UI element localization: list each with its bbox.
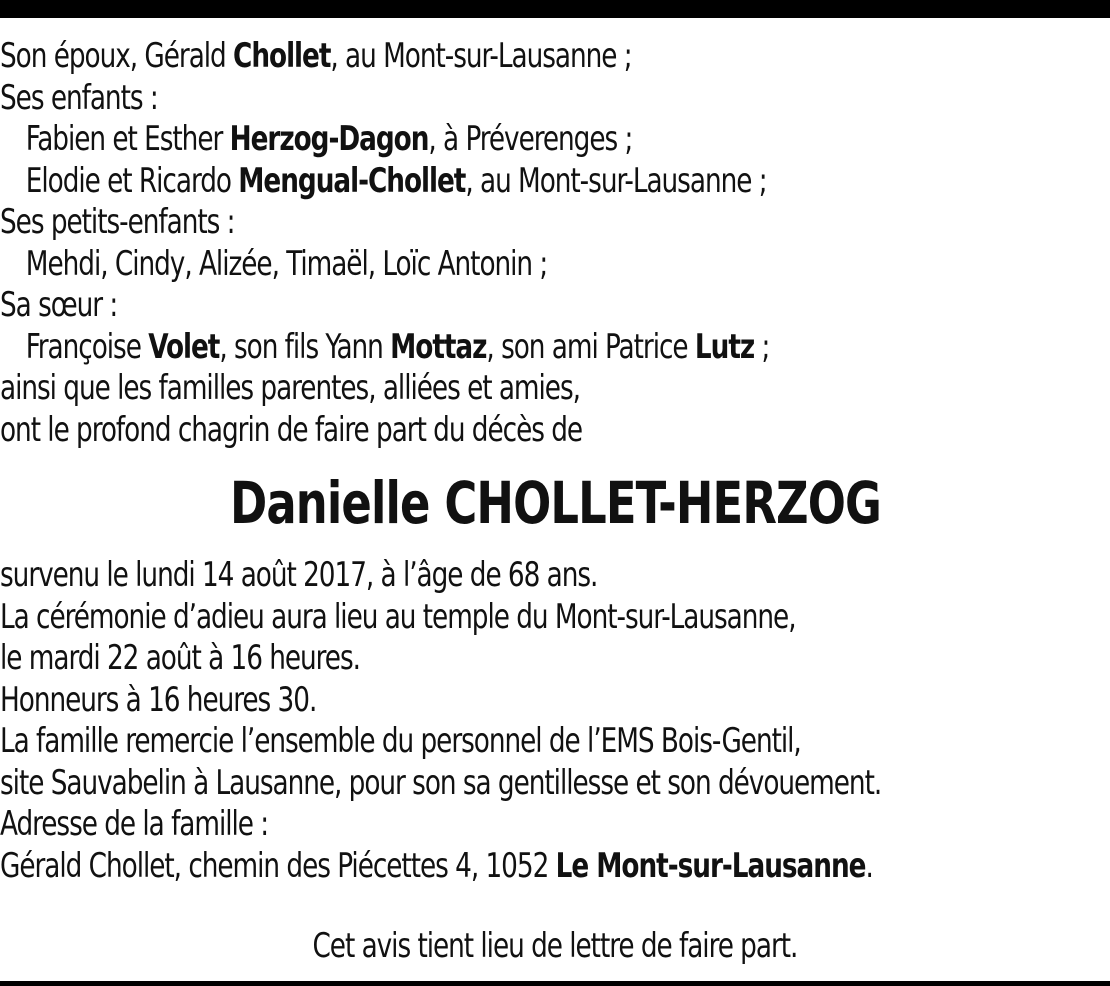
grandchildren-line: Mehdi, Cindy, Alizée, Timaël, Loïc Antonin ; [25, 243, 548, 284]
bottom-rule [0, 981, 1110, 986]
detail-line: survenu le lundi 14 août 2017, à l’âge de 68 ans. [0, 555, 598, 595]
detail-line: Honneurs à 16 heures 30. [0, 679, 317, 720]
friend-surname: Lutz [694, 326, 755, 367]
sister-text: ; [754, 326, 770, 367]
spouse-prefix: Son époux, Gérald [0, 36, 234, 76]
relatives-line: ainsi que les familles parentes, alliées et amies, [0, 368, 580, 408]
child-line [0, 161, 955, 203]
detail-line: Adresse de la famille : [0, 804, 269, 844]
top-rule [0, 0, 1110, 18]
deceased-name-block [0, 468, 1110, 538]
address-suffix: . [865, 845, 873, 886]
address-line [0, 846, 955, 888]
spouse-surname: Chollet [233, 36, 331, 76]
closing-block [0, 926, 1110, 967]
child-surname: Herzog-Dagon [229, 119, 429, 159]
sister-heading: Sa sœur : [0, 285, 118, 325]
grandchildren-heading: Ses petits-enfants : [0, 202, 235, 242]
detail-line: La famille remercie l’ensemble du personnel de l’EMS Bois-Gentil, [0, 721, 801, 761]
child-suffix: , à Préverenges ; [428, 119, 633, 159]
address-locality: Le Mont-sur-Lausanne [555, 845, 866, 886]
closing-note: Cet avis tient lieu de lettre de faire part. [312, 926, 798, 966]
children-heading: Ses enfants : [0, 77, 158, 118]
spouse-line [0, 36, 955, 78]
spouse-suffix: , au Mont-sur-Lausanne ; [330, 36, 632, 76]
sister-text: , son ami Patrice [486, 326, 695, 367]
detail-line: site Sauvabelin à Lausanne, pour son sa gentillesse et son dévouement. [0, 762, 882, 803]
sister-text: , son fils Yann [219, 326, 391, 367]
child-prefix: Elodie et Ricardo [25, 160, 239, 201]
child-surname: Mengual-Chollet [238, 160, 466, 201]
child-prefix: Fabien et Esther [25, 119, 230, 159]
detail-line: La cérémonie d’adieu aura lieu au temple du Mont-sur-Lausanne, [0, 596, 796, 637]
family-list [0, 36, 955, 451]
details-block [0, 555, 955, 887]
child-line [0, 119, 955, 161]
address-prefix: Gérald Chollet, chemin des Piécettes 4, 1052 [0, 845, 556, 886]
announcement-line: ont le profond chagrin de faire part du décès de [0, 409, 583, 450]
detail-line: le mardi 22 août à 16 heures. [0, 638, 360, 678]
sister-surname: Volet [148, 326, 220, 367]
nephew-surname: Mottaz [390, 326, 487, 367]
deceased-name: Danielle CHOLLET-HERZOG [229, 469, 881, 537]
child-suffix: , au Mont-sur-Lausanne ; [465, 160, 767, 201]
sister-line [0, 327, 955, 369]
sister-text: Françoise [25, 326, 149, 367]
